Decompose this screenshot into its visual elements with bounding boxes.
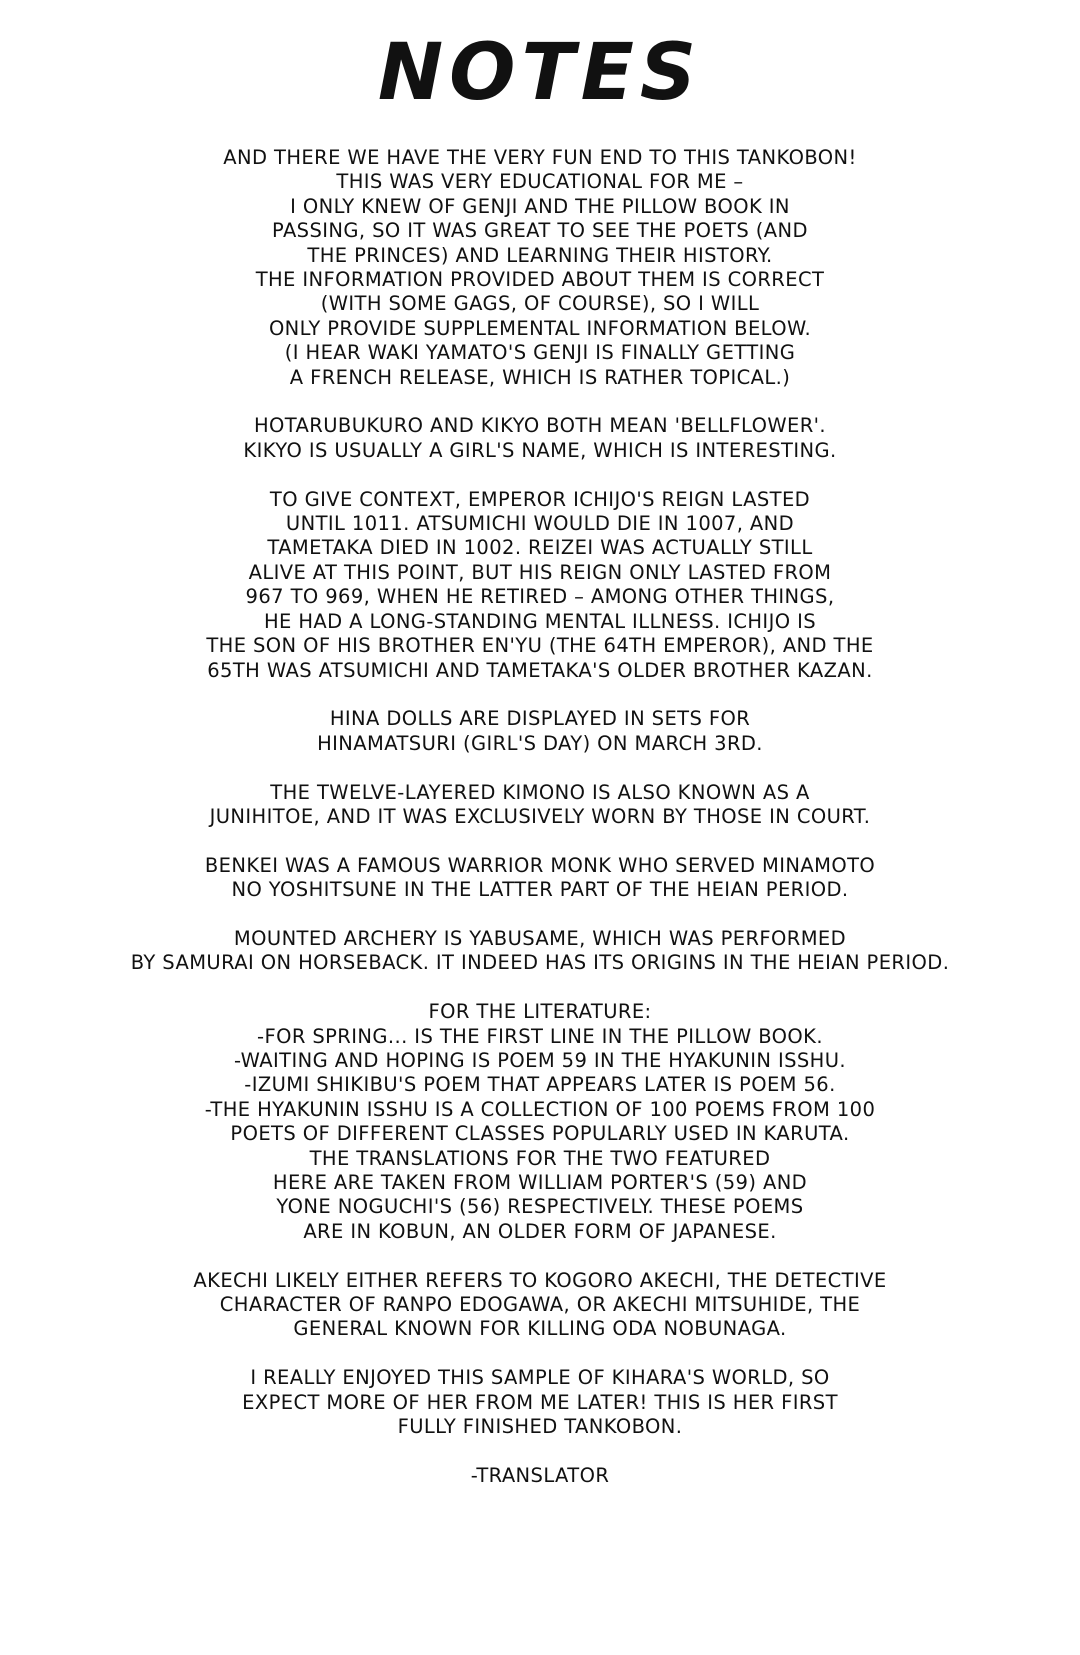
note-line: HE HAD A LONG-STANDING MENTAL ILLNESS. ICHIJO IS — [263, 609, 817, 633]
note-line: BENKEI WAS A FAMOUS WARRIOR MONK WHO SERVED MINAMOTO — [204, 853, 876, 877]
note-line: PASSING, SO IT WAS GREAT TO SEE THE POETS (AND — [272, 219, 808, 243]
note-line: GENERAL KNOWN FOR KILLING ODA NOBUNAGA. — [293, 1317, 787, 1341]
note-paragraph — [80, 781, 1000, 830]
note-line: (WITH SOME GAGS, OF COURSE), SO I WILL — [320, 292, 760, 316]
note-line: HOTARUBUKURO AND KIKYO BOTH MEAN 'BELLFLOWER'. — [253, 414, 827, 438]
note-paragraph — [80, 488, 1000, 683]
note-paragraph — [80, 1366, 1000, 1439]
note-paragraph — [80, 1000, 1000, 1244]
note-line: UNTIL 1011. ATSUMICHI WOULD DIE IN 1007, AND — [285, 512, 795, 536]
note-line: 65TH WAS ATSUMICHI AND TAMETAKA'S OLDER BROTHER KAZAN. — [207, 658, 873, 682]
note-line: POETS OF DIFFERENT CLASSES POPULARLY USED IN KARUTA. — [230, 1122, 850, 1146]
notes-body — [80, 146, 1000, 1513]
note-line: I ONLY KNEW OF GENJI AND THE PILLOW BOOK IN — [290, 194, 790, 218]
note-line: (I HEAR WAKI YAMATO'S GENJI IS FINALLY GETTING — [284, 341, 796, 365]
note-line: HERE ARE TAKEN FROM WILLIAM PORTER'S (59) AND — [272, 1170, 808, 1194]
note-line: AKECHI LIKELY EITHER REFERS TO KOGORO AKECHI, THE DETECTIVE — [193, 1268, 887, 1292]
note-line: THE INFORMATION PROVIDED ABOUT THEM IS CORRECT — [255, 268, 825, 292]
note-line: ARE IN KOBUN, AN OLDER FORM OF JAPANESE. — [303, 1219, 777, 1243]
note-line: YONE NOGUCHI'S (56) RESPECTIVELY. THESE POEMS — [276, 1195, 804, 1219]
note-line: ONLY PROVIDE SUPPLEMENTAL INFORMATION BELOW. — [268, 316, 812, 340]
note-paragraph — [80, 707, 1000, 756]
note-line: CHARACTER OF RANPO EDOGAWA, OR AKECHI MITSUHIDE, THE — [219, 1292, 861, 1316]
note-line: -WAITING AND HOPING IS POEM 59 IN THE HYAKUNIN ISSHU. — [234, 1048, 846, 1072]
note-line: KIKYO IS USUALLY A GIRL'S NAME, WHICH IS INTERESTING. — [243, 438, 837, 462]
note-line: THE TWELVE-LAYERED KIMONO IS ALSO KNOWN AS A — [270, 780, 810, 804]
note-paragraph — [80, 414, 1000, 463]
note-line: FOR THE LITERATURE: — [428, 1000, 652, 1024]
note-line: ALIVE AT THIS POINT, BUT HIS REIGN ONLY LASTED FROM — [248, 560, 832, 584]
note-paragraph — [80, 927, 1000, 976]
note-paragraph — [80, 146, 1000, 390]
note-paragraph — [80, 854, 1000, 903]
note-line: HINAMATSURI (GIRL'S DAY) ON MARCH 3RD. — [317, 731, 763, 755]
note-paragraph — [80, 1269, 1000, 1342]
note-line: FULLY FINISHED TANKOBON. — [397, 1414, 683, 1438]
note-line: HINA DOLLS ARE DISPLAYED IN SETS FOR — [329, 707, 751, 731]
note-line: AND THERE WE HAVE THE VERY FUN END TO THIS TANKOBON! — [223, 146, 857, 169]
note-line: THIS WAS VERY EDUCATIONAL FOR ME – — [336, 170, 744, 194]
note-line: TAMETAKA DIED IN 1002. REIZEI WAS ACTUALLY STILL — [267, 536, 813, 560]
note-line: TO GIVE CONTEXT, EMPEROR ICHIJO'S REIGN LASTED — [269, 487, 811, 511]
note-line: THE SON OF HIS BROTHER EN'YU (THE 64TH EMPEROR), AND THE — [206, 634, 874, 658]
note-line: BY SAMURAI ON HORSEBACK. IT INDEED HAS ITS ORIGINS IN THE HEIAN PERIOD. — [130, 951, 950, 975]
note-line: THE PRINCES) AND LEARNING THEIR HISTORY. — [307, 243, 773, 267]
note-line: 967 TO 969, WHEN HE RETIRED – AMONG OTHER THINGS, — [245, 585, 835, 609]
note-line: A FRENCH RELEASE, WHICH IS RATHER TOPICAL.) — [289, 365, 791, 389]
note-line: MOUNTED ARCHERY IS YABUSAME, WHICH WAS PERFORMED — [233, 926, 847, 950]
note-line: -IZUMI SHIKIBU'S POEM THAT APPEARS LATER IS POEM 56. — [244, 1073, 836, 1097]
note-line: NO YOSHITSUNE IN THE LATTER PART OF THE HEIAN PERIOD. — [231, 878, 849, 902]
note-line: THE TRANSLATIONS FOR THE TWO FEATURED — [309, 1146, 771, 1170]
note-line: -THE HYAKUNIN ISSHU IS A COLLECTION OF 100 POEMS FROM 100 — [204, 1097, 876, 1121]
note-line: I REALLY ENJOYED THIS SAMPLE OF KIHARA'S WORLD, SO — [250, 1366, 830, 1390]
translator-signature: -TRANSLATOR — [470, 1463, 610, 1487]
note-line: EXPECT MORE OF HER FROM ME LATER! THIS IS HER FIRST — [242, 1390, 838, 1414]
note-line: JUNIHITOE, AND IT WAS EXCLUSIVELY WORN BY THOSE IN COURT. — [209, 804, 871, 828]
note-line: -FOR SPRING... IS THE FIRST LINE IN THE PILLOW BOOK. — [257, 1024, 823, 1048]
page-title: NOTES — [377, 28, 703, 118]
